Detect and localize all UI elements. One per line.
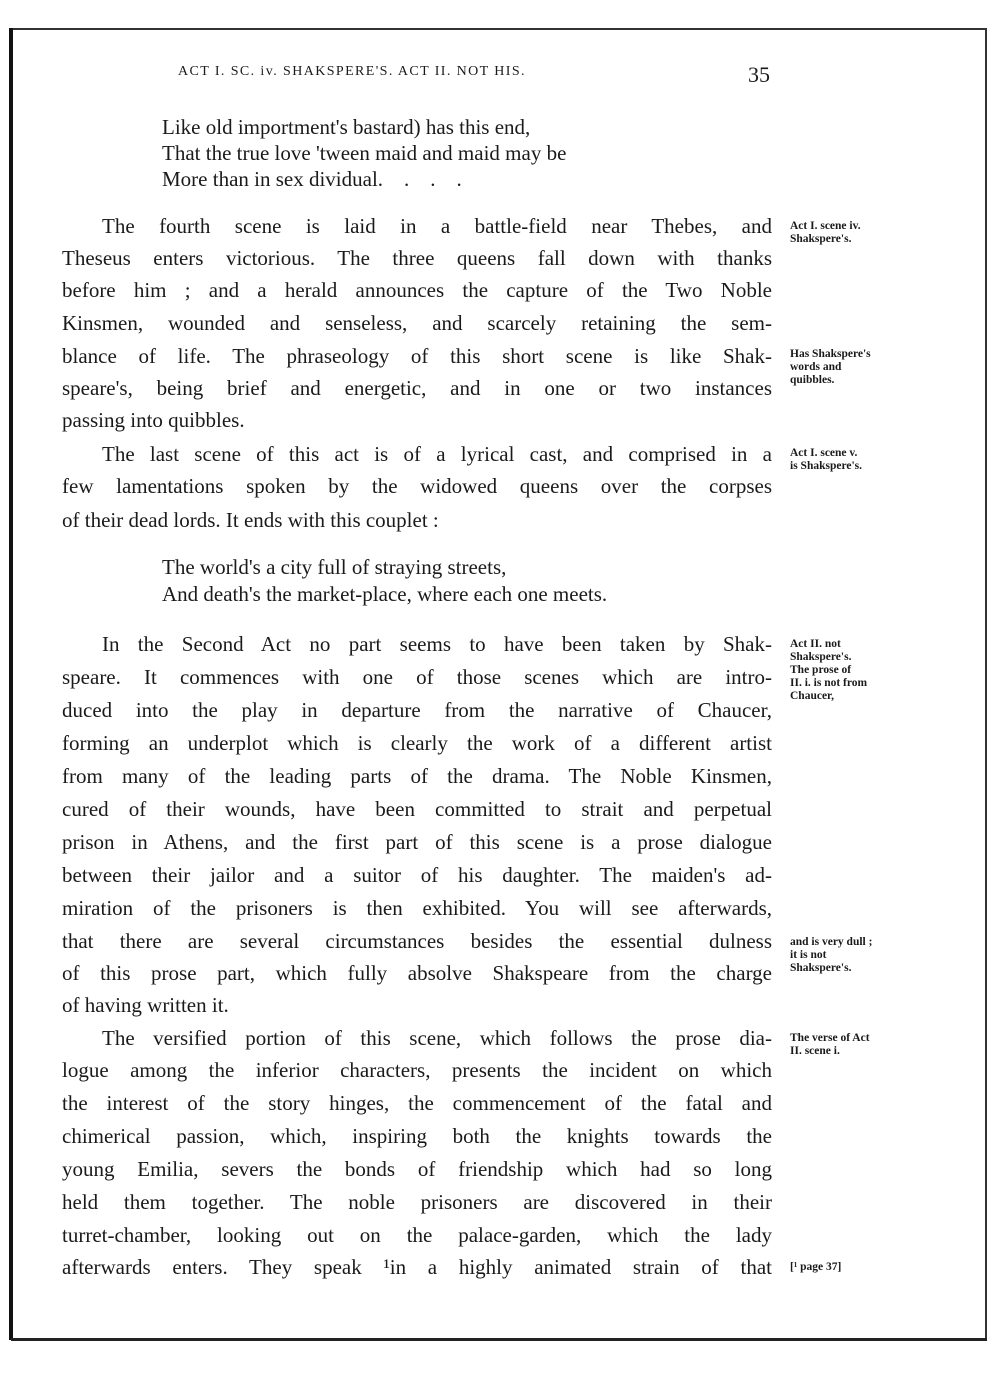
body-line: few lamentations spoken by the widowed queens over the corpses [62, 474, 772, 498]
body-line: afterwards enters. They speak ¹in a highly animated strain of that [62, 1255, 772, 1279]
footnote-marker: [¹ page 37] [790, 1261, 842, 1273]
body-line: miration of the prisoners is then exhibited. You will see afterwards, [62, 896, 772, 920]
margin-note: The verse of Act II. scene i. [790, 1032, 870, 1057]
body-line: before him ; and a herald announces the capture of the Two Noble [62, 278, 772, 302]
body-line: the interest of the story hinges, the commencement of the fatal and [62, 1091, 772, 1115]
page-frame-top [11, 28, 987, 30]
body-line: held them together. The noble prisoners are discovered in their [62, 1190, 772, 1214]
body-line: In the Second Act no part seems to have been taken by Shak- [102, 632, 772, 656]
body-line: cured of their wounds, have been committed to strait and perpetual [62, 797, 772, 821]
body-line: duced into the play in departure from the narrative of Chaucer, [62, 698, 772, 722]
verse-line: More than in sex dividual. . . . [162, 167, 462, 191]
verse-line: That the true love 'tween maid and maid may be [162, 141, 567, 165]
body-line: The last scene of this act is of a lyrical cast, and comprised in a [102, 442, 772, 466]
body-line: that there are several circumstances besides the essential dulness [62, 929, 772, 953]
body-line: forming an underplot which is clearly the work of a different artist [62, 731, 772, 755]
body-line: from many of the leading parts of the drama. The Noble Kinsmen, [62, 764, 772, 788]
verse-line: And death's the market-place, where each one meets. [162, 582, 608, 606]
body-line: of this prose part, which fully absolve Shakspeare from the charge [62, 961, 772, 985]
margin-note: Has Shakspere's words and quibbles. [790, 348, 871, 386]
body-line: Kinsmen, wounded and senseless, and scarcely retaining the sem- [62, 311, 772, 335]
body-line: chimerical passion, which, inspiring both the knights towards the [62, 1124, 772, 1148]
page-frame-bottom [11, 1338, 987, 1341]
margin-note: Act I. scene v. is Shakspere's. [790, 447, 863, 472]
body-line: Theseus enters victorious. The three queens fall down with thanks [62, 246, 772, 270]
verse-line: The world's a city full of straying streets, [162, 555, 507, 579]
page-frame-left [9, 28, 13, 1340]
body-line: young Emilia, severs the bonds of friendship which had so long [62, 1157, 772, 1181]
body-line: of their dead lords. It ends with this couplet : [62, 508, 439, 532]
page-number: 35 [748, 62, 770, 87]
body-line: turret-chamber, looking out on the palace-garden, which the lady [62, 1223, 772, 1247]
body-line: blance of life. The phraseology of this short scene is like Shak- [62, 344, 772, 368]
body-line: of having written it. [62, 993, 229, 1017]
margin-note: Act I. scene iv. Shakspere's. [790, 220, 861, 245]
body-line: The fourth scene is laid in a battle-field near Thebes, and [102, 214, 772, 238]
body-line: between their jailor and a suitor of his daughter. The maiden's ad- [62, 863, 772, 887]
verse-line: Like old importment's bastard) has this end, [162, 115, 531, 139]
margin-note: and is very dull ; it is not Shakspere's. [790, 936, 873, 974]
body-line: speare. It commences with one of those scenes which are intro- [62, 665, 772, 689]
body-line: The versified portion of this scene, which follows the prose dia- [102, 1026, 772, 1050]
running-title: ACT I. SC. iv. SHAKSPERE'S. ACT II. NOT HIS. [178, 64, 526, 79]
page-frame-right [985, 30, 987, 1340]
body-line: logue among the inferior characters, presents the incident on which [62, 1058, 772, 1082]
body-line: prison in Athens, and the first part of this scene is a prose dialogue [62, 830, 772, 854]
body-line: passing into quibbles. [62, 408, 245, 432]
body-line: speare's, being brief and energetic, and in one or two instances [62, 376, 772, 400]
margin-note: Act II. not Shakspere's. The prose of II. i. is not from Chaucer, [790, 638, 868, 702]
